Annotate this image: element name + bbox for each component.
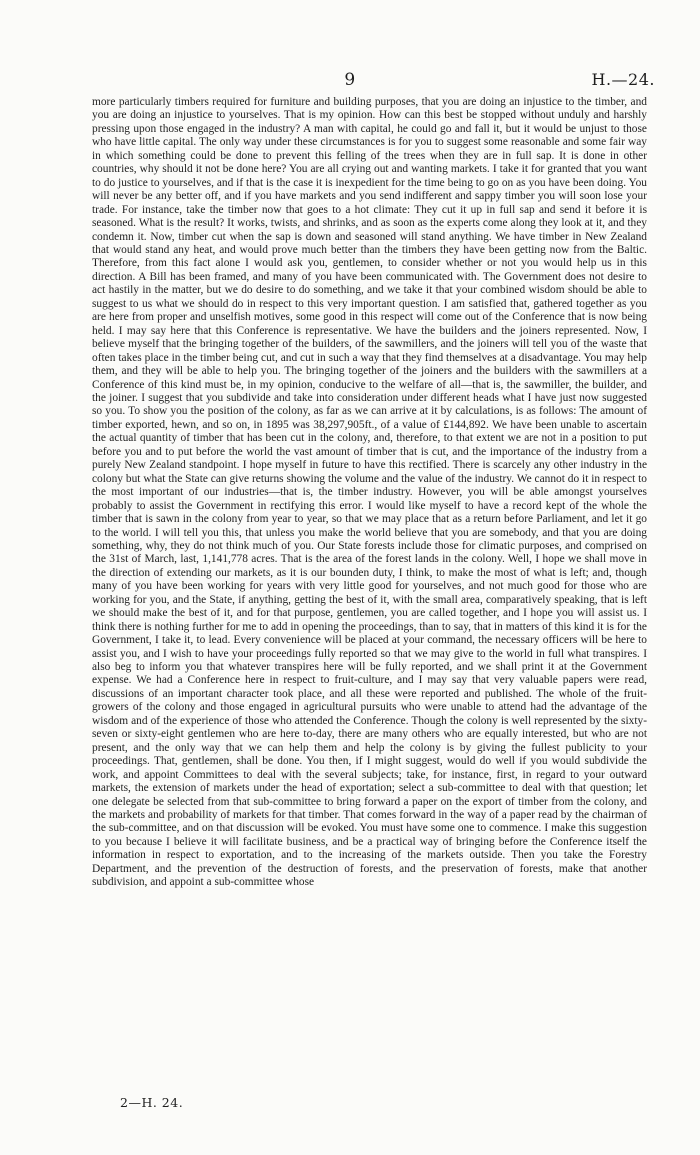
page-number: 9 <box>344 70 356 90</box>
printer-signature-mark: 2—H. 24. <box>120 1095 184 1110</box>
body-paragraph: more particularly timbers required for furniture and building purposes, that you are doing an injustice to the timber, and you are doing an injustice to yourselves. That is my opinion. How can this best be stopped without unduly and harshly pressing upon those engaged in the industry? A man with capital, he could go and fall it, but it would be unjust to those who have little capital. The only way under these circumstances is for you to suggest some reasonable and some fair way in which something could be done to prevent this felling of the trees when they are in full sap. It is done in other countries, why should it not be done here? You are all crying out and wanting markets. I take it for granted that you want to do justice to yourselves, and if that is the case it is inexpedient for the time being to go on as you have been doing. You will never be any better off, and if you have markets and you send indifferent and sappy timber you will soon lose your trade. For instance, take the timber now that goes to a hot climate: They cut it up in full sap and send it before it is seasoned. What is the result? It works, twists, and shrinks, and as soon as the experts come along they look at it, and they condemn it. Now, timber cut when the sap is down and seasoned will stand anything. We have timber in New Zealand that would stand any heat, and would prove much better than the timbers they have been getting now from the Baltic. Therefore, from this fact alone I would ask you, gentlemen, to consider whether or not you would help us in this direction. A Bill has been framed, and many of you have been communicated with. The Government does not desire to act hastily in the matter, but we do desire to do something, and we take it that your combined wisdom should be able to suggest to us what we should do in respect to this very important question. I am satisfied that, gathered together as you are here from proper and unselfish motives, some good in this respect will come out of the Conference that is now being held. I may say here that this Conference is representative. We have the builders and the joiners represented. Now, I believe myself that the bringing together of the builders, of the sawmillers, and the joiners will tell you of the waste that often takes place in the timber being cut, and cut in such a way that they find themselves at a disadvantage. You may help them, and they will be able to help you. The bringing together of the joiners and the builders with the sawmillers at a Conference of this kind must be, in my opinion, conducive to the welfare of all—that is, the sawmiller, the builder, and the joiner. I suggest that you subdivide and take into consideration under different heads what I have just now suggested so you. To show you the position of the colony, as far as we can arrive at it by calculations, is as follows: The amount of timber exported, hewn, and so on, in 1895 was 38,297,905ft., of a value of £144,892. We have been unable to ascertain the actual quantity of timber that has been cut in the colony, and, therefore, to that extent we are not in a position to put before you and to put before the world the vast amount of timber that is cut, and the importance of the industry from a purely New Zealand standpoint. I hope myself in future to have this rectified. There is scarcely any other industry in the colony but what the State can give returns showing the volume and the value of the industry. We cannot do it in respect to the most important of our industries—that is, the timber industry. However, you will be able amongst yourselves probably to assist the Government in rectifying this error. I would like myself to have a record kept of the whole the timber that is sawn in the colony from year to year, so that we may place that as a return before Parliament, and let it go to the world. I will tell you this, that unless you make the world believe that you are somebody, and that you are doing something, why, they do not think much of you. Our State forests include those for climatic purposes, and comprised on the 31st of March, last, 1,141,778 acres. That is the area of the forest lands in the colony. Well, I hope we shall move in the direction of extending our markets, as it is our bounden duty, I think, to make the most of what is left; and, though many of you have been working for years with very little good for yourselves, and not much good for those who are working for you, and the State, if anything, getting the best of it, with the small area, comparatively speaking, that is left we should make the best of it, and for that purpose, gentlemen, you are called together, and I hope you will assist us. I think there is nothing further for me to add in opening the proceedings, than to say, that in matters of this kind it is for the Government, I take it, to lead. Every convenience will be placed at your command, the necessary officers will be here to assist you, and I wish to have your proceedings fully reported so that we may give to the world in full what transpires. I also beg to inform you that whatever transpires here will be fully reported, and we shall print it at the Government expense. We had a Conference here in respect to fruit-culture, and I may say that very valuable papers were read, discussions of an important character took place, and all these were reported and published. The whole of the fruit-growers of the colony and those engaged in agricultural pursuits who were unable to attend had the advantage of the wisdom and of the experience of those who attended the Conference. Though the colony is well represented by the sixty-seven or sixty-eight gentlemen who are here to-day, there are many others who are equally interested, but who are not present, and the only way that we can help them and help the colony is by giving the fullest publicity to your proceedings. That, gentlemen, shall be done. You then, if I might suggest, would do well if you would subdivide the work, and appoint Committees to deal with the several subjects; take, for instance, first, in regard to your outward markets, the extension of markets under the head of exportation; select a sub-committee to deal with that question; let one delegate be selected from that sub-committee to bring forward a paper on the export of timber from the colony, and the markets and probability of markets for that timber. That comes forward in the way of a paper read by the chairman of the sub-committee, and on that discussion will be evoked. You must have some one to commence. I make this suggestion to you because I believe it will facilitate business, and be a practical way of bringing before the Conference itself the information in respect to exportation, and to the increasing of the markets outside. Then you take the Forestry Department, and the prevention of the destruction of forests, and the preservation of forests, make that another subdivision, and appoint a sub-committee whose <box>92 96 647 889</box>
body-text-block <box>92 96 647 890</box>
document-reference: H.—24. <box>591 70 655 89</box>
